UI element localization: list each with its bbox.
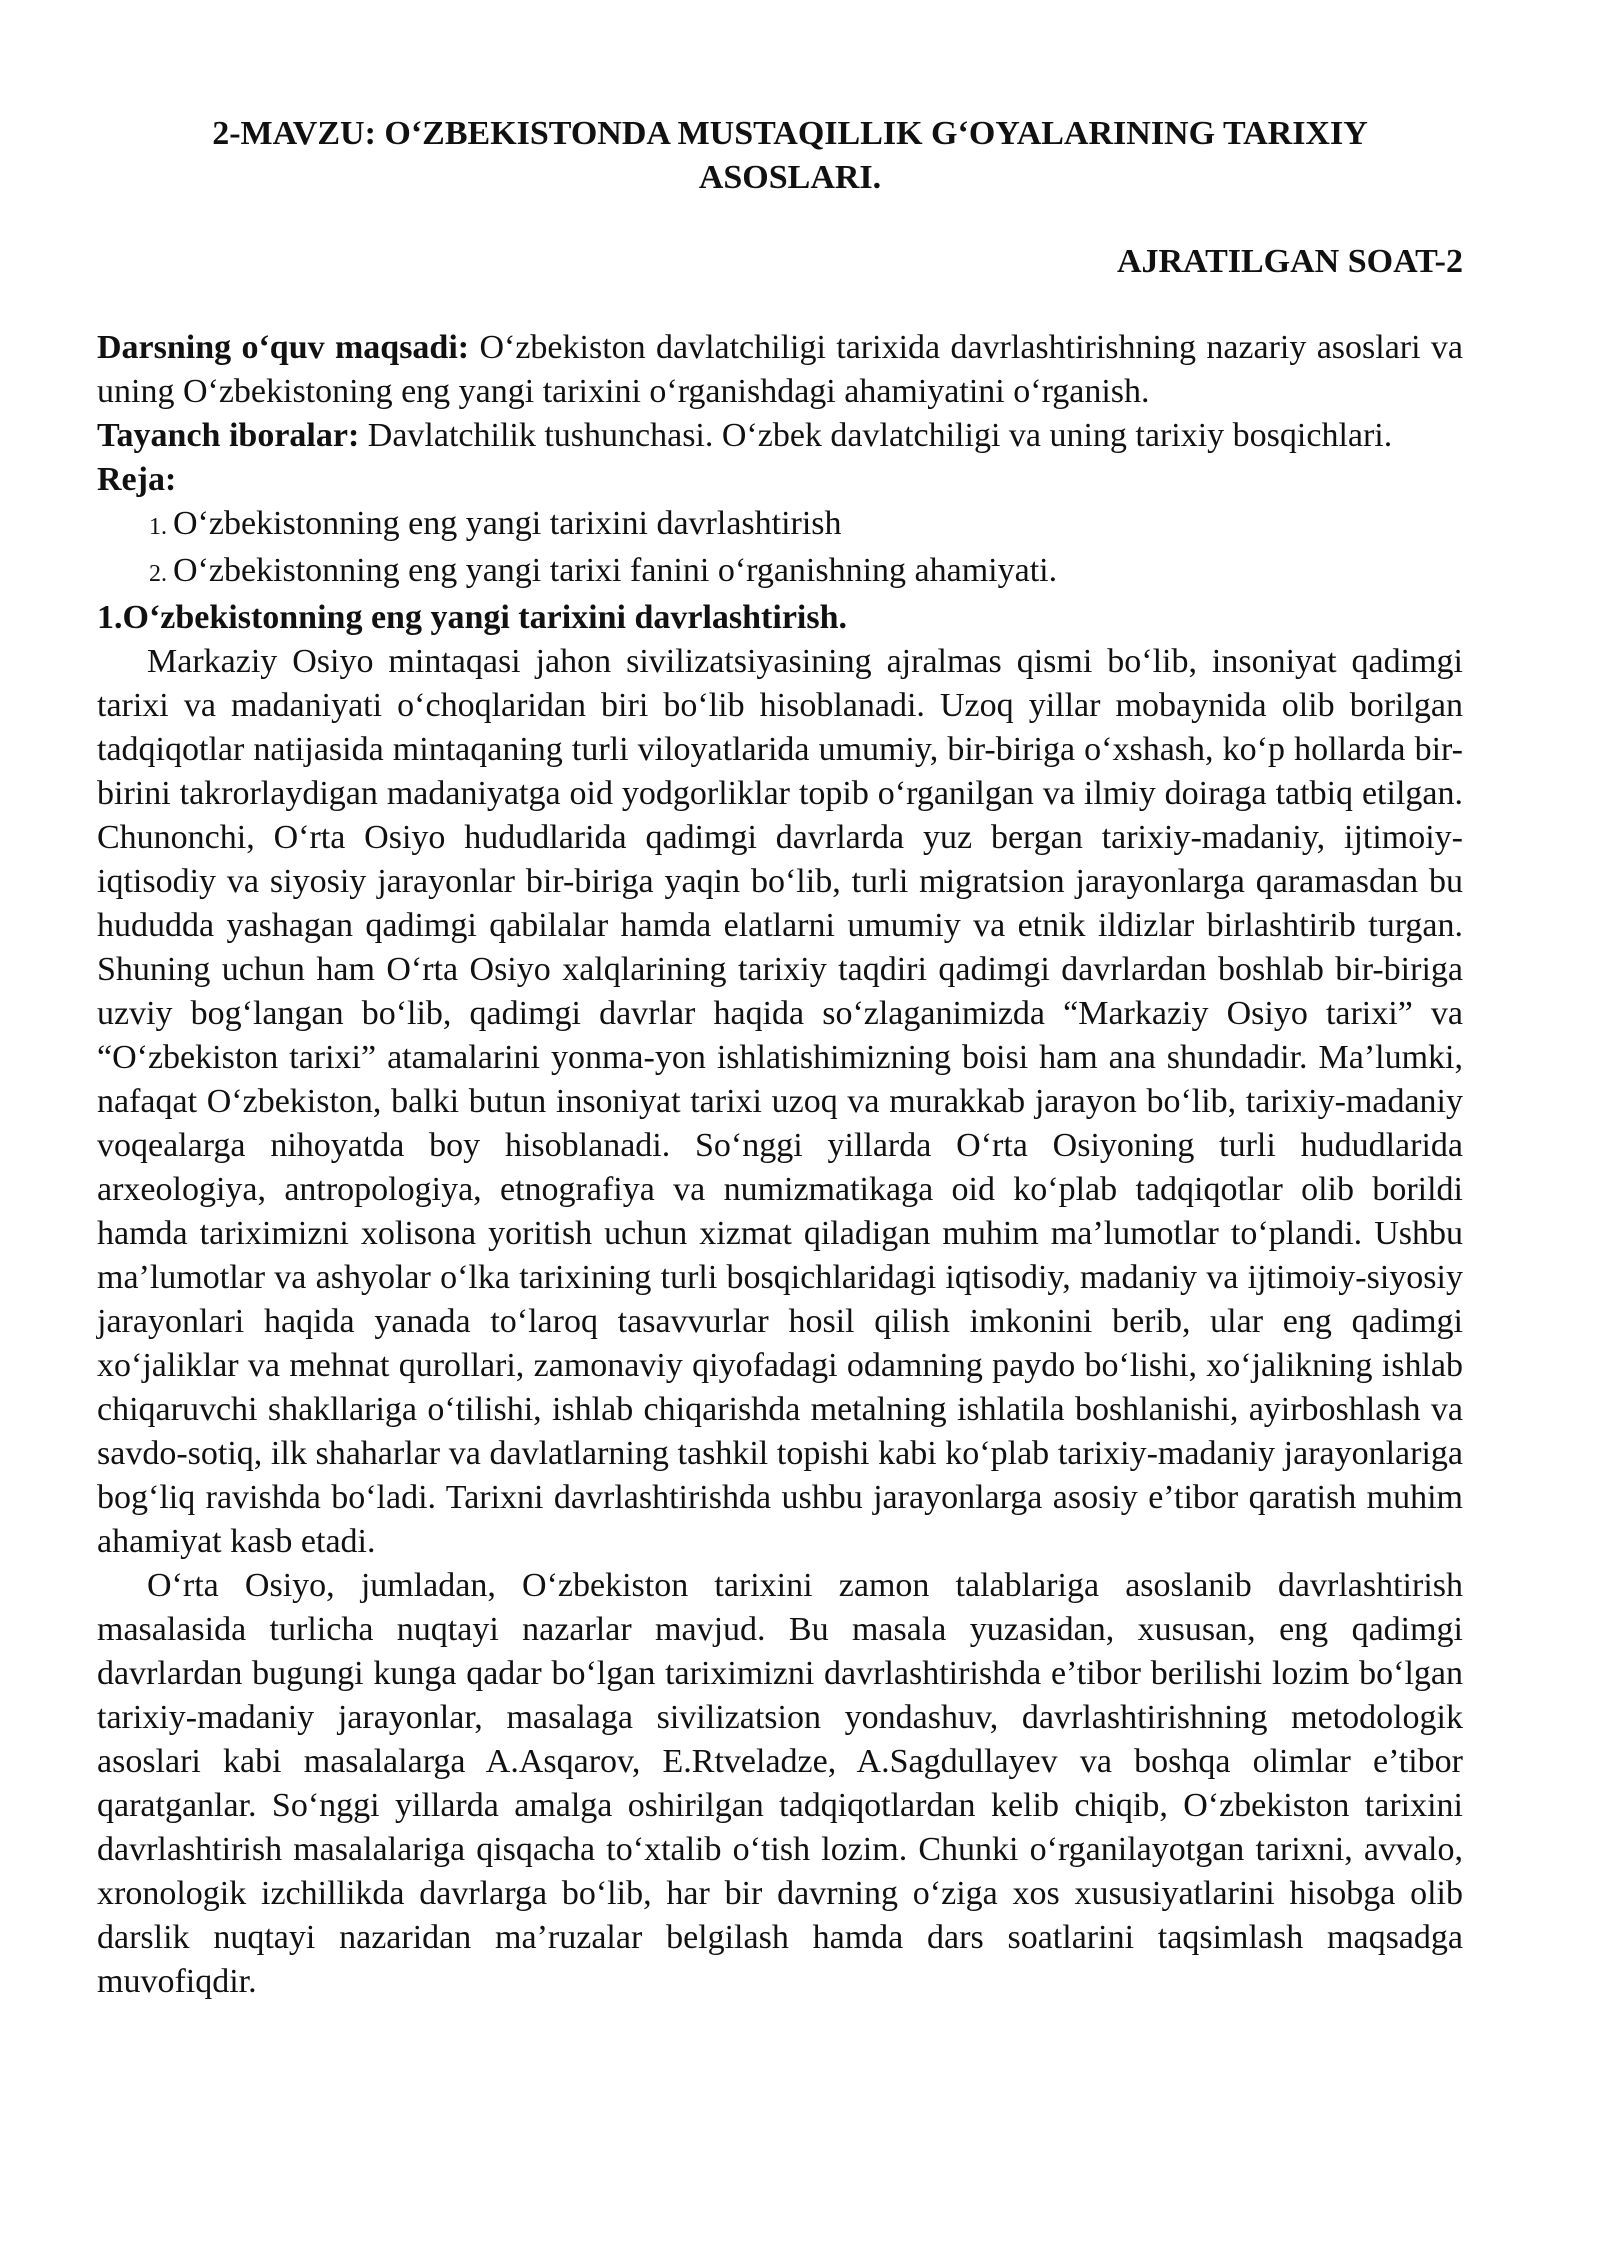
keywords-label: Tayanch iboralar: [97, 417, 360, 454]
lesson-goal-label: Darsning o‘quv maqsadi: [97, 329, 470, 366]
body-paragraph: Markaziy Osiyo mintaqasi jahon sivilizatsiyasining ajralmas qismi bo‘lib, insoniyat qadimgi tarixi va madaniyati o‘choqlaridan biri bo‘lib hisoblanadi. Uzoq yillar mobaynida olib borilgan tadqiqotlar natijasida mintaqaning turli viloyatlarida umumiy, bir-biriga o‘xshash, ko‘p hollarda bir-birini takrorlaydigan madaniyatga oid yodgorliklar topib o‘rganilgan va ilmiy doiraga tatbiq etilgan. Chunonchi, O‘rta Osiyo hududlarida qadimgi davrlarda yuz bergan tarixiy-madaniy, ijtimoiy-iqtisodiy va siyosiy jarayonlar bir-biriga yaqin bo‘lib, turli migratsion jarayonlarga qaramasdan bu hududda yashagan qadimgi qabilalar hamda elatlarni umumiy va etnik ildizlar birlashtirib turgan. Shuning uchun ham O‘rta Osiyo xalqlarining tarixiy taqdiri qadimgi davrlardan boshlab bir-biriga uzviy bog‘langan bo‘lib, qadimgi davrlar haqida so‘zlaganimizda “Markaziy Osiyo tarixi” va “O‘zbekiston tarixi” atamalarini yonma-yon ishlatishimizning boisi ham ana shundadir. Ma’lumki, nafaqat O‘zbekiston, balki butun insoniyat tarixi uzoq va murakkab jarayon bo‘lib, tarixiy-madaniy voqealarga nihoyatda boy hisoblanadi. So‘nggi yillarda O‘rta Osiyoning turli hududlarida arxeologiya, antropologiya, etnografiya va numizmatikaga oid ko‘plab tadqiqotlar olib borildi hamda tariximizni xolisona yoritish uchun xizmat qiladigan muhim ma’lumotlar to‘plandi. Ushbu ma’lumotlar va ashyolar o‘lka tarixining turli bosqichlaridagi iqtisodiy, madaniy va ijtimoiy-siyosiy jarayonlari haqida yanada to‘laroq tasavvurlar hosil qilish imkonini berib, ular eng qadimgi xo‘jaliklar va mehnat qurollari, zamonaviy qiyofadagi odamning paydo bo‘lishi, xo‘jalikning ishlab chiqaruvchi shakllariga o‘tilishi, ishlab chiqarishda metalning ishlatila boshlanishi, ayirboshlash va savdo-sotiq, ilk shaharlar va davlatlarning tashkil topishi kabi ko‘plab tarixiy-madaniy jarayonlariga bog‘liq ravishda bo‘ladi. Tarixni davrlashtirishda ushbu jarayonlarga asosiy e’tibor qaratish muhim ahamiyat kasb etadi. [97, 643, 1463, 1560]
body-paragraph: O‘rta Osiyo, jumladan, O‘zbekiston tarixini zamon talablariga asoslanib davrlashtirish masalasida turlicha nuqtayi nazarlar mavjud. Bu masala yuzasidan, xususan, eng qadimgi davrlardan bugungi kunga qadar bo‘lgan tariximizni davrlashtirishda e’tibor berilishi lozim bo‘lgan tarixiy-madaniy jarayonlar, masalaga sivilizatsion yondashuv, davrlashtirishning metodologik asoslari kabi masalalarga A.Asqarov, E.Rtveladze, A.Sagdullayev va boshqa olimlar e’tibor qaratganlar. So‘nggi yillarda amalga oshirilgan tadqiqotlardan kelib chiqib, O‘zbekiston tarixini davrlashtirish masalalariga qisqacha to‘xtalib o‘tish lozim. Chunki o‘rganilayotgan tarixni, avvalo, xronologik izchillikda davrlarga bo‘lib, har bir davrning o‘ziga xos xususiyatlarini hisobga olib darslik nuqtayi nazaridan ma’ruzalar belgilash hamda dars soatlarini taqsimlash maqsadga muvofiqdir. [97, 1567, 1463, 2000]
allotted-hours: AJRATILGAN SOAT-2 [1116, 243, 1463, 280]
plan-item-number: 1. [149, 514, 167, 540]
lesson-goal-text: O‘zbekiston davlatchiligi tarixida davrlashtirishning nazariy asoslari va uning O‘zbekistoning eng yangi tarixini o‘rganishdagi ahamiyatini o‘rganish. [97, 329, 1463, 410]
plan-item-text: O‘zbekistonning eng yangi tarixi fanini o‘rganishning ahamiyati. [173, 552, 1058, 589]
keywords-text: Davlatchilik tushunchasi. O‘zbek davlatchiligi va uning tarixiy bosqichlari. [367, 417, 1393, 454]
document-page [97, 112, 1463, 2004]
title-line-1: 2-MAVZU: O‘ZBEKISTONDA MUSTAQILLIK G‘OYALARINING TARIXIY [212, 115, 1368, 152]
plan-item [149, 502, 1463, 549]
title-line-2: ASOSLARI. [698, 159, 882, 196]
plan-list [97, 502, 1463, 596]
plan-heading: Reja: [97, 461, 177, 498]
plan-item-text: O‘zbekistonning eng yangi tarixini davrlashtirish [173, 505, 842, 542]
plan-item-number: 2. [149, 561, 167, 587]
document-title [97, 112, 1463, 200]
section-heading: 1.O‘zbekistonning eng yangi tarixini davrlashtirish. [97, 599, 847, 636]
lesson-goal [97, 326, 1463, 414]
plan-item [149, 549, 1463, 596]
keywords [97, 414, 1463, 458]
